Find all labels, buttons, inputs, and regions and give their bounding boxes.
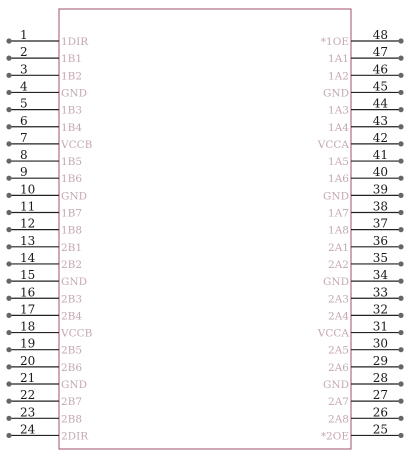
pin-end-dot [6,364,11,369]
pin-end-dot [398,244,403,249]
pin-37 [328,217,404,237]
pin-end-dot [398,176,403,181]
pin-end-dot [6,381,11,386]
pin-end-dot [398,124,403,129]
pin-end-dot [6,399,11,404]
pin-40 [328,165,404,185]
pin-14 [6,251,82,271]
pin-number: 15 [20,268,36,283]
pin-5 [6,97,82,117]
pin-name: 1A3 [328,104,349,117]
pin-25 [321,422,404,442]
pin-name: GND [323,190,349,203]
pin-name: 2A8 [328,413,349,426]
pin-number: 13 [20,233,36,248]
pin-end-dot [398,330,403,335]
pin-name: 2DIR [61,430,89,443]
pin-number: 23 [20,405,36,420]
pin-number: 3 [20,62,28,77]
pin-end-dot [398,433,403,438]
pin-name: VCCA [317,327,349,340]
pin-number: 14 [20,250,36,265]
pin-name: 2A5 [328,344,349,357]
pin-number: 27 [372,388,388,403]
pin-end-dot [6,38,11,43]
pin-name: 1A7 [328,207,349,220]
pin-36 [328,234,404,254]
pin-15 [6,268,87,288]
pin-38 [328,200,404,220]
pin-end-dot [398,227,403,232]
pin-number: 32 [372,302,388,317]
pin-name: *2OE [320,430,349,443]
pin-34 [323,268,404,288]
pin-name: 1A5 [328,156,349,169]
pin-number: 39 [372,182,388,197]
pin-name: 1A1 [328,53,349,66]
pin-name: 1B2 [61,70,83,83]
pin-number: 21 [20,371,36,385]
pin-number: 43 [372,113,388,128]
pin-end-dot [398,90,403,95]
pin-number: 11 [20,199,36,214]
pin-number: 29 [372,353,388,368]
pin-name: 1DIR [61,36,89,48]
pin-name: VCCB [61,138,93,151]
pin-name: 2B1 [61,241,83,254]
pin-number: 12 [20,216,36,231]
pin-number: 7 [20,130,28,145]
pin-end-dot [398,381,403,386]
pin-end-dot [6,73,11,78]
pin-43 [328,114,404,134]
pin-name: 1B5 [61,156,83,169]
pin-39 [323,182,404,202]
pin-11 [6,200,82,220]
pin-27 [328,388,404,408]
pin-name: 1B8 [61,224,83,237]
pin-end-dot [6,193,11,198]
pin-end-dot [398,416,403,421]
pin-41 [328,148,404,168]
pin-end-dot [398,261,403,266]
pin-name: GND [323,379,349,391]
pin-26 [328,405,404,425]
pin-13 [6,234,82,254]
pin-end-dot [6,296,11,301]
pin-number: 8 [20,148,28,163]
pin-end-dot [6,141,11,146]
pin-45 [323,79,404,99]
pin-number: 4 [20,79,28,94]
pin-17 [6,302,82,322]
pin-number: 48 [372,28,388,42]
pin-end-dot [6,279,11,284]
pin-number: 17 [20,302,36,317]
pin-name: 2A2 [328,258,349,271]
pin-end-dot [6,433,11,438]
pin-end-dot [398,141,403,146]
pin-number: 2 [20,45,28,60]
pin-number: 10 [20,182,36,197]
pin-name: 2B3 [61,293,83,306]
pin-name: 1B4 [61,121,83,134]
pin-number: 41 [372,148,388,163]
pin-number: 33 [372,285,388,300]
pin-end-dot [398,107,403,112]
pin-32 [328,302,404,322]
pin-name: GND [61,190,87,203]
pin-4 [6,79,87,99]
pin-33 [328,285,404,305]
pin-name: 2B2 [61,258,83,271]
right-pin-column [317,28,404,442]
pin-2 [6,45,82,65]
left-pin-column [6,28,92,442]
pin-name: GND [323,87,349,100]
pin-end-dot [398,347,403,352]
pin-name: GND [61,276,87,289]
pin-end-dot [398,56,403,61]
pin-23 [6,405,82,425]
pin-end-dot [398,364,403,369]
pin-16 [6,285,82,305]
pin-number: 20 [20,353,36,368]
pin-number: 47 [372,45,388,60]
pin-number: 35 [372,250,388,265]
pin-name: VCCB [61,327,93,340]
pin-number: 36 [372,233,388,248]
pin-name: 1B3 [61,104,83,117]
pin-name: 1A4 [328,121,349,134]
pin-name: 1A8 [328,224,349,237]
pin-end-dot [398,399,403,404]
pin-number: 44 [372,96,388,111]
pin-22 [6,388,82,408]
pin-end-dot [398,210,403,215]
pin-3 [6,62,82,82]
pin-name: 1A6 [328,173,349,186]
pin-end-dot [6,244,11,249]
pin-number: 42 [372,130,388,145]
pin-number: 16 [20,285,36,300]
pin-46 [328,62,404,82]
pin-number: 9 [20,165,28,180]
pin-end-dot [398,38,403,43]
pin-name: 1B7 [61,207,83,220]
pin-number: 30 [372,336,388,351]
pin-name: GND [61,87,87,100]
pin-end-dot [398,193,403,198]
pin-30 [328,337,404,357]
pin-end-dot [398,158,403,163]
pin-end-dot [398,279,403,284]
pin-8 [6,148,82,168]
pin-name: 2B7 [61,396,83,409]
pin-number: 45 [372,79,388,94]
pin-number: 5 [20,96,28,111]
pin-end-dot [6,90,11,95]
pin-number: 18 [20,319,36,334]
pin-number: 6 [20,113,28,128]
pin-number: 28 [372,371,388,385]
pin-name: 1A2 [328,70,349,83]
pin-47 [328,45,404,65]
pin-end-dot [6,416,11,421]
pin-44 [328,97,404,117]
pin-number: 26 [372,405,388,420]
pin-name: GND [323,276,349,289]
pin-end-dot [6,261,11,266]
pin-name: 2B6 [61,361,83,374]
pin-end-dot [6,107,11,112]
pin-end-dot [398,296,403,301]
pin-name: 2B4 [61,310,83,323]
pin-end-dot [398,73,403,78]
pin-name: GND [61,379,87,391]
pin-29 [328,354,404,374]
pin-6 [6,114,82,134]
pin-name: 2A6 [328,361,349,374]
pin-12 [6,217,82,237]
pin-21 [6,371,87,391]
pin-name: 2B5 [61,344,83,357]
pin-end-dot [398,313,403,318]
pin-number: 22 [20,388,36,403]
pin-name: 2A1 [328,241,349,254]
pin-number: 1 [20,28,28,42]
pin-number: 25 [372,422,388,437]
pin-48 [321,28,404,48]
pin-number: 19 [20,336,36,351]
pin-name: 1B1 [61,53,83,66]
ic-body-outline [59,9,351,449]
pin-number: 40 [372,165,388,180]
pin-number: 37 [372,216,388,231]
pin-28 [323,371,404,391]
pin-end-dot [6,330,11,335]
pin-19 [6,337,82,357]
pin-end-dot [6,158,11,163]
pin-end-dot [6,176,11,181]
pin-number: 24 [20,422,36,437]
pin-number: 38 [372,199,388,214]
pin-end-dot [6,227,11,232]
pin-number: 31 [372,319,388,334]
pin-name: 2A3 [328,293,349,306]
pin-9 [6,165,82,185]
pin-end-dot [6,313,11,318]
pin-10 [6,182,87,202]
pin-1 [6,28,89,48]
pin-number: 46 [372,62,388,77]
pin-42 [317,131,404,151]
pin-end-dot [6,210,11,215]
pin-end-dot [6,124,11,129]
pin-end-dot [6,56,11,61]
pin-name: 2B8 [61,413,83,426]
pin-31 [317,320,404,340]
pin-name: 2A4 [328,310,349,323]
pin-name: *1OE [320,36,349,48]
pin-20 [6,354,82,374]
pin-number: 34 [372,268,388,283]
pin-24 [6,422,89,442]
pin-name: 2A7 [328,396,349,409]
pin-35 [328,251,404,271]
pin-end-dot [6,347,11,352]
pin-name: 1B6 [61,173,83,186]
pin-name: VCCA [317,138,349,151]
